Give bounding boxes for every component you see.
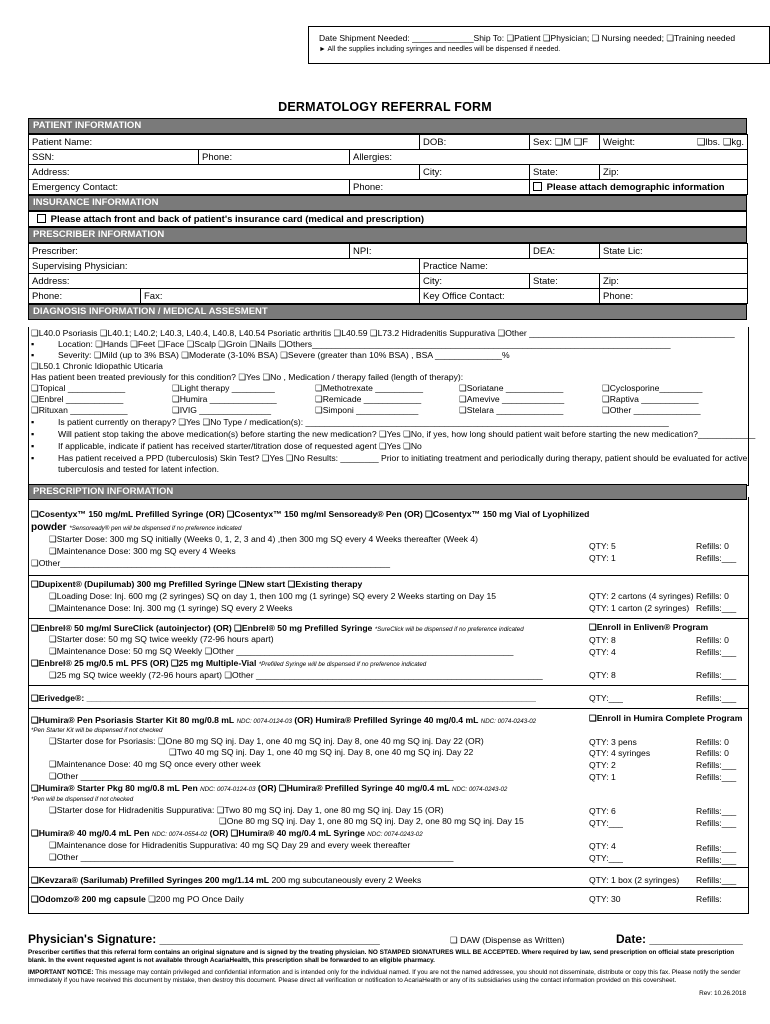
enbrel25-options[interactable]: [31, 658, 426, 670]
cosentyx-other[interactable]: ❑Other_____________________________________________________________________: [31, 558, 390, 568]
humira-qty-6[interactable]: QTY:___: [589, 818, 623, 828]
enbrel-refills-3[interactable]: Refills:___: [696, 670, 737, 680]
patient-info-header: PATIENT INFORMATION: [28, 118, 747, 134]
prescription-body: [28, 497, 749, 914]
cosentyx-maintenance[interactable]: ❑Maintenance Dose: 300 mg SQ every 4 Weeks: [49, 546, 236, 556]
odomzo-option[interactable]: [31, 894, 244, 905]
revision-date: Rev: 10.26.2018: [699, 990, 746, 997]
npi-field[interactable]: NPI:: [350, 244, 530, 259]
med-light-therapy[interactable]: ❑Light therapy _________: [172, 383, 275, 393]
patient-name-field[interactable]: Patient Name:: [29, 135, 420, 150]
prescriber-fax-field[interactable]: Fax:: [141, 289, 420, 304]
erivedge-option[interactable]: ❑Erivedge®: ______________________________________________________________________________________________: [31, 693, 536, 703]
divider: [29, 708, 748, 709]
med-ivig[interactable]: ❑IVIG _______________: [172, 405, 271, 415]
prescriber-info-header: PRESCRIBER INFORMATION: [28, 227, 747, 243]
dupixent-qty-1[interactable]: QTY: 2 cartons (4 syringes): [589, 591, 694, 601]
humira-psoriasis-starter-alt[interactable]: ❑Two 40 mg SQ inj. Day 1, one 40 mg SQ inj. Day 8, one 40 mg SQ inj. Day 22: [169, 747, 474, 757]
humira1b-ndc: NDC: 0074-0243-02: [480, 718, 537, 725]
kevzara-option[interactable]: [31, 875, 421, 886]
prescriber-address-field[interactable]: Address:: [29, 274, 420, 289]
med-cyclosporine[interactable]: ❑Cyclosporine_________: [602, 383, 703, 393]
dob-field[interactable]: DOB:: [420, 135, 530, 150]
enbrel25-label: ❑Enbrel® 25 mg/0.5 mL PFS (OR) ❑25 mg Multiple-Vial: [31, 658, 257, 668]
insurance-info-header: INSURANCE INFORMATION: [28, 195, 747, 211]
enbrel-qty-3[interactable]: QTY: 8: [589, 670, 616, 680]
humira-40mg-options[interactable]: [31, 828, 423, 840]
enliven-enroll[interactable]: ❑Enroll in Enliven® Program: [589, 622, 709, 632]
enbrel-starter[interactable]: ❑Starter dose: 50 mg SQ twice weekly (72-96 hours apart): [49, 634, 274, 644]
humira2b-ndc: NDC: 0074-0243-02: [451, 786, 508, 793]
humira3-label: ❑Humira® 40 mg/0.4 mL Pen: [31, 828, 150, 838]
humira1-label: ❑Humira® Pen Psoriasis Starter Kit 80 mg/0.8 mL: [31, 715, 235, 725]
med-humira[interactable]: ❑Humira ______________: [172, 394, 277, 404]
certification-text: Prescriber certifies that this referral form contains an original signature and is signed by the treating physician. NO STAMPED SIGNATURES WILL BE ACCEPTED. Where required by law, send prescription on official state prescription blank. In the event requested agent is not available through AcariaHealth, this prescription shall be forwarded to an eligible pharmacy.: [28, 949, 735, 964]
enbrel-label: ❑Enbrel® 50 mg/ml SureClick (autoinjector) (OR) ❑Enbrel® 50 mg Prefilled Syringe: [31, 623, 373, 633]
ppd-test-question[interactable]: ▪ Has patient received a PPD (tuberculosis) Skin Test? ❑Yes ❑No Results: ________ Prior to initiating treatment and periodically during therapy, patient should be evaluated for active: [58, 453, 747, 464]
demographic-checkbox[interactable]: [533, 182, 542, 191]
key-contact-phone-field[interactable]: Phone:: [600, 289, 748, 304]
prescriber-city-field[interactable]: City:: [420, 274, 530, 289]
enbrel25-note: *Prefilled Syringe will be dispensed if no preference indicated: [258, 661, 427, 668]
daw-checkbox[interactable]: ❑ DAW (Dispense as Written): [450, 935, 565, 945]
humira-refills-4[interactable]: Refills:___: [696, 772, 737, 782]
odomzo-label: ❑Odomzo® 200 mg capsule: [31, 894, 146, 904]
severity-options[interactable]: ▪ Severity: ❑Mild (up to 3% BSA) ❑Moderate (3-10% BSA) ❑Severe (greater than 10% BSA) , BSA ______________%: [58, 350, 510, 361]
date-field[interactable]: Date: ______________: [616, 932, 743, 946]
dupixent-maintenance[interactable]: ❑Maintenance Dose: Inj. 300 mg (1 syringe) SQ every 2 Weeks: [49, 603, 293, 613]
humira2-ndc: NDC: 0074-0124-03: [200, 786, 256, 793]
humira3-ndc: NDC: 0074-0554-02: [151, 831, 208, 838]
med-raptiva[interactable]: ❑Raptiva ____________: [602, 394, 699, 404]
stop-medication-question[interactable]: ▪ Will patient stop taking the above medication(s) before starting the new medication? ❑Yes ❑No, if yes, how long should patient wait before starting the new medication?____________: [58, 429, 755, 440]
insurance-checkbox[interactable]: [37, 214, 46, 223]
enbrel-maintenance[interactable]: ❑Maintenance Dose: 50 mg SQ Weekly ❑Other __________________________________________________________: [49, 646, 514, 656]
current-therapy-question[interactable]: ▪ Is patient currently on therapy? ❑Yes ❑No Type / medication(s): ____________________________________________________________________________: [58, 417, 669, 428]
med-stelara[interactable]: ❑Stelara ______________: [459, 405, 564, 415]
diagnosis-codes[interactable]: ❑L40.0 Psoriasis ❑L40.1; L40.2; L40.3, L40.4, L40.8, L40.54 Psoriatic arthritis ❑L40.59 ❑L73.2 Hidradenitis Suppurativa ❑Other ___________________________________________: [31, 328, 735, 338]
key-office-contact-field[interactable]: Key Office Contact:: [420, 289, 600, 304]
humira-qty-7[interactable]: QTY: 4: [589, 841, 616, 851]
cosentyx-powder: [31, 522, 241, 534]
location-options[interactable]: ▪ Location: ❑Hands ❑Feet ❑Face ❑Scalp ❑Groin ❑Nails ❑Others___________________________________________________________________________: [58, 339, 671, 350]
starter-dose-question[interactable]: ▪ If applicable, indicate if patient has received starter/titration dose of requested agent ❑Yes ❑No: [58, 441, 422, 452]
notice-text: This message may contain privileged and confidential information and is intended only for the individual named. If you are not the named addressee, you should not disseminate, distribute or copy this fax. Please notify the sender immediately if you have received this document by mistake, then destroy this document. Please direct all verification or notification to AcariaHealth or any of its subsidiaries using the contact information provided on this coversheet.: [28, 969, 741, 984]
humira-qty-5[interactable]: QTY: 6: [589, 806, 616, 816]
physician-signature-field[interactable]: Physician's Signature: _________________________________: [28, 932, 380, 946]
notice-label: IMPORTANT NOTICE:: [28, 969, 94, 976]
divider: [29, 618, 748, 619]
patient-address-field[interactable]: Address:: [29, 165, 420, 180]
kevzara-sig: 200 mg subcutaneously every 2 Weeks: [271, 875, 422, 885]
humira2b-label: (OR) ❑Humira® Prefilled Syringe 40 mg/0.4 mL: [257, 783, 450, 793]
odomzo-refills[interactable]: Refills:: [696, 894, 722, 904]
powder-label: powder: [31, 522, 67, 533]
divider: [29, 887, 748, 888]
humira-refills-3[interactable]: Refills:___: [696, 760, 737, 770]
divider: [29, 867, 748, 868]
humira-hs-maintenance[interactable]: ❑Maintenance dose for Hidradenitis Suppurativa: 40 mg SQ Day 29 and every week thereafter: [49, 840, 411, 850]
humira-complete-enroll[interactable]: ❑Enroll in Humira Complete Program: [589, 713, 743, 723]
med-rituxan[interactable]: ❑Rituxan ____________: [31, 405, 128, 415]
page-title: DERMATOLOGY REFERRAL FORM: [278, 100, 492, 114]
allergies-field[interactable]: Allergies:: [350, 150, 748, 165]
odomzo-qty[interactable]: QTY: 30: [589, 894, 621, 904]
humira-hs-starter[interactable]: ❑Starter dose for Hidradenitis Suppurativa: ❑Two 80 mg SQ inj. Day 1, one 80 mg SQ inj. Day 15 (OR): [49, 805, 444, 815]
humira-qty-8[interactable]: QTY:___: [589, 853, 623, 863]
shipment-box: [308, 26, 770, 64]
demographic-attach[interactable]: [530, 180, 748, 195]
dupixent-label: ❑Dupixent® (Dupilumab) 300 mg Prefilled Syringe ❑New start ❑Existing therapy: [31, 579, 363, 589]
insurance-attach-label: Please attach front and back of patient's insurance card (medical and prescription): [50, 213, 425, 225]
humira3b-label: (OR) ❑Humira® 40 mg/0.4 mL Syringe: [209, 828, 365, 838]
weight-field[interactable]: [600, 135, 748, 150]
insurance-table: [28, 211, 747, 227]
dupixent-refills-1[interactable]: Refills: 0: [696, 591, 729, 601]
enbrel-qty-2[interactable]: QTY: 4: [589, 647, 616, 657]
dupixent-refills-2[interactable]: Refills:___: [696, 603, 737, 613]
humira-qty-2[interactable]: QTY: 4 syringes: [589, 748, 651, 758]
patient-table: [28, 134, 748, 195]
cosentyx-options[interactable]: ❑Cosentyx™ 150 mg/mL Prefilled Syringe (OR) ❑Cosentyx™ 150 mg/ml Sensoready® Pen (OR) ❑Cosentyx™ 150 mg Vial of Lyophilized: [31, 509, 590, 519]
erivedge-qty[interactable]: QTY:___: [589, 693, 623, 703]
med-soriatane[interactable]: ❑Soriatane ____________: [459, 383, 564, 393]
dupixent-options[interactable]: [31, 579, 362, 590]
dupixent-loading[interactable]: ❑Loading Dose: Inj. 600 mg (2 syringes) SQ on day 1, then 100 mg (1 syringe) SQ every 2 Weeks starting on Day 15: [49, 591, 497, 601]
humira-qty-3[interactable]: QTY: 2: [589, 760, 616, 770]
humira-hs-starter-alt[interactable]: ❑One 80 mg SQ inj. Day 1, one 80 mg SQ inj. Day 2, one 80 mg SQ inj. Day 15: [219, 816, 524, 826]
prescriber-field[interactable]: Prescriber:: [29, 244, 350, 259]
patient-phone-field[interactable]: Phone:: [199, 150, 350, 165]
humira-refills-5[interactable]: Refills:___: [696, 806, 737, 816]
powder-note: *Sensoready® pen will be dispensed if no preference indicated: [69, 525, 242, 532]
state-lic-field[interactable]: State Lic:: [600, 244, 748, 259]
enbrel25-dose[interactable]: ❑25 mg SQ twice weekly (72-96 hours apart) ❑Other ____________________________________________________________: [49, 670, 543, 680]
humira-other[interactable]: ❑Other ______________________________________________________________________________: [49, 771, 454, 781]
divider: [29, 685, 748, 686]
kevzara-label: ❑Kevzara® (Sarilumab) Prefilled Syringes 200 mg/1.14 mL: [31, 875, 270, 885]
cosentyx-starter[interactable]: ❑Starter Dose: 300 mg SQ initially (Weeks 0, 1, 2, 3 and 4) ,then 300 mg SQ every 4 Weeks thereafter (Week 4): [49, 534, 478, 544]
divider: [29, 575, 748, 576]
humira-refills-1[interactable]: Refills: 0: [696, 737, 729, 747]
humira1-ndc: NDC: 0074-0124-03: [236, 718, 292, 725]
kevzara-qty[interactable]: QTY: 1 box (2 syringes): [589, 875, 680, 885]
erivedge-refills[interactable]: Refills:___: [696, 693, 737, 703]
med-enbrel[interactable]: ❑Enbrel ____________: [31, 394, 124, 404]
ppd-note: tuberculosis and tested for latent infection.: [58, 464, 219, 474]
humira2-note: *Pen will be dispensed if not checked: [31, 796, 134, 803]
enbrel-refills-2[interactable]: Refills:___: [696, 647, 737, 657]
supplies-note: ► All the supplies including syringes and needles will be dispensed if needed.: [319, 46, 561, 53]
demographic-attach-label: Please attach demographic information: [546, 181, 725, 193]
med-simponi[interactable]: ❑Simponi _____________: [315, 405, 419, 415]
prescription-header: PRESCRIPTION INFORMATION: [28, 484, 747, 500]
emergency-phone-field[interactable]: Phone:: [350, 180, 530, 195]
diagnosis-header: DIAGNOSIS INFORMATION / MEDICAL ASSESMENT: [28, 304, 747, 320]
patient-zip-field[interactable]: Zip:: [600, 165, 748, 180]
prescriber-state-field[interactable]: State:: [530, 274, 600, 289]
humira1b-label: (OR) Humira® Prefilled Syringe 40 mg/0.4 mL: [294, 715, 479, 725]
practice-name-field[interactable]: Practice Name:: [420, 259, 748, 274]
weight-label: Weight:: [603, 136, 636, 148]
humira-maintenance[interactable]: ❑Maintenance Dose: 40 mg SQ once every other week: [49, 759, 261, 769]
units-checkbox[interactable]: ❑lbs. ❑kg.: [696, 136, 745, 148]
humira3b-ndc: NDC: 0074-0243-02: [367, 831, 423, 838]
humira-refills-7[interactable]: Refills:___: [696, 843, 737, 853]
humira-qty-1[interactable]: QTY: 3 pens: [589, 737, 637, 747]
med-topical[interactable]: ❑Topical ____________: [31, 383, 126, 393]
emergency-contact-field[interactable]: Emergency Contact:: [29, 180, 350, 195]
med-remicade[interactable]: ❑Remicade ____________: [315, 394, 422, 404]
cosentyx-refills-2[interactable]: Refills:___: [696, 553, 737, 563]
humira-note: *Pen Starter Kit will be dispensed if not checked: [31, 727, 163, 734]
prescriber-table: [28, 243, 748, 304]
cosentyx-qty-1[interactable]: QTY: 5: [589, 541, 616, 551]
humira-refills-2[interactable]: Refills: 0: [696, 748, 729, 758]
ssn-field[interactable]: SSN:: [29, 150, 199, 165]
humira-refills-8[interactable]: Refills:___: [696, 855, 737, 865]
form-sections: [28, 118, 747, 320]
cosentyx-refills-1[interactable]: Refills: 0: [696, 541, 729, 551]
diagnosis-body: [28, 327, 756, 486]
patient-city-field[interactable]: City:: [420, 165, 530, 180]
humira-hs-other[interactable]: ❑Other ______________________________________________________________________________: [49, 852, 454, 862]
med-amevive[interactable]: ❑Amevive _____________: [459, 394, 565, 404]
enbrel-qty-1[interactable]: QTY: 8: [589, 635, 616, 645]
humira-psoriasis-starter[interactable]: ❑Starter dose for Psoriasis: ❑One 80 mg SQ inj. Day 1, one 40 mg SQ inj. Day 8, one 40 mg SQ inj. Day 22 (OR): [49, 736, 484, 746]
insurance-attach[interactable]: [29, 212, 747, 227]
sex-field[interactable]: Sex: ❑M ❑F: [530, 135, 600, 150]
cosentyx-qty-2[interactable]: QTY: 1: [589, 553, 616, 563]
odomzo-sig: ❑200 mg PO Once Daily: [148, 894, 244, 904]
dea-field[interactable]: DEA:: [530, 244, 600, 259]
humira-qty-4[interactable]: QTY: 1: [589, 772, 616, 782]
humira-refills-6[interactable]: Refills:___: [696, 818, 737, 828]
kevzara-refills[interactable]: Refills:___: [696, 875, 737, 885]
uticaria-option[interactable]: ❑L50.1 Chronic Idiopathic Uticaria: [31, 361, 163, 371]
enbrel-note: *SureClick will be dispensed if no preference indicated: [374, 626, 524, 633]
dupixent-qty-2[interactable]: QTY: 1 carton (2 syringes): [589, 603, 690, 613]
previous-treatment[interactable]: Has patient been treated previously for this condition? ❑Yes ❑No , Medication / therapy failed (length of therapy):: [31, 372, 464, 382]
shipment-line[interactable]: Date Shipment Needed: _____________Ship To: ❑Patient ❑Physician; ❑ Nursing needed; ❑Training needed: [319, 33, 736, 43]
humira2-label: ❑Humira® Starter Pkg 80 mg/0.8 mL Pen: [31, 783, 198, 793]
prescriber-phone-field[interactable]: Phone:: [29, 289, 141, 304]
med-methotrexate[interactable]: ❑Methotrexate __________: [315, 383, 424, 393]
important-notice: [28, 969, 747, 985]
prescriber-zip-field[interactable]: Zip:: [600, 274, 748, 289]
med-other[interactable]: ❑Other ______________: [602, 405, 701, 415]
patient-state-field[interactable]: State:: [530, 165, 600, 180]
enbrel-refills-1[interactable]: Refills: 0: [696, 635, 729, 645]
supervising-physician-field[interactable]: Supervising Physician:: [29, 259, 420, 274]
